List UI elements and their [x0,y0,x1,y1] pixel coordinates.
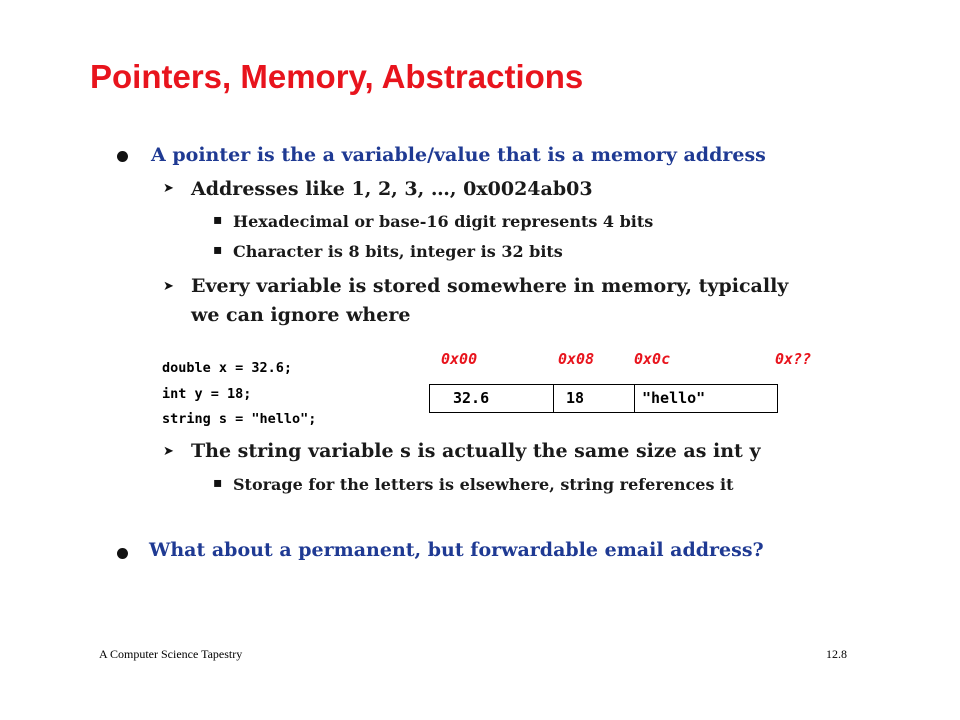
code-line: double x = 32.6; [162,360,293,376]
sub-bullet-stored-line1: Every variable is stored somewhere in memory, typically [191,275,789,297]
footer-course-title: A Computer Science Tapestry [99,647,243,661]
memory-cell: "hello" [634,385,777,412]
sub-bullet-addresses: Addresses like 1, 2, 3, …, 0x0024ab03 [191,178,593,200]
square-bullet-icon: ▪ [213,212,223,228]
memory-address-label: 0x00 [441,350,478,368]
slide-title: Pointers, Memory, Abstractions [90,58,584,95]
arrow-bullet-icon: ➤ [163,279,174,294]
bullet-pointer-definition: A pointer is the a variable/value that is a memory address [151,144,766,166]
bullet-icon [117,548,128,559]
memory-address-label: 0x0c [634,350,671,368]
square-bullet-icon: ▪ [213,242,223,258]
sub-bullet-string-size: The string variable s is actually the same size as int y [191,440,761,462]
sub-item-bits: Character is 8 bits, integer is 32 bits [233,242,563,261]
sub-item-hex: Hexadecimal or base-16 digit represents 4 bits [233,212,654,231]
code-line: string s = "hello"; [162,411,317,427]
bullet-icon [117,151,128,162]
memory-address-label: 0x?? [775,350,812,368]
arrow-bullet-icon: ➤ [163,444,174,459]
sub-bullet-stored-line2: we can ignore where [191,304,411,326]
footer-slide-number: 12.8 [826,647,847,661]
bullet-email-question: What about a permanent, but forwardable email address? [149,539,764,561]
memory-address-label: 0x08 [558,350,595,368]
memory-diagram [429,384,778,413]
memory-cell: 32.6 [453,389,490,407]
square-bullet-icon: ▪ [213,475,223,491]
code-line: int y = 18; [162,386,252,402]
memory-cell: 18 [553,385,634,412]
sub-item-storage: Storage for the letters is elsewhere, string references it [233,475,734,494]
arrow-bullet-icon: ➤ [163,181,174,196]
